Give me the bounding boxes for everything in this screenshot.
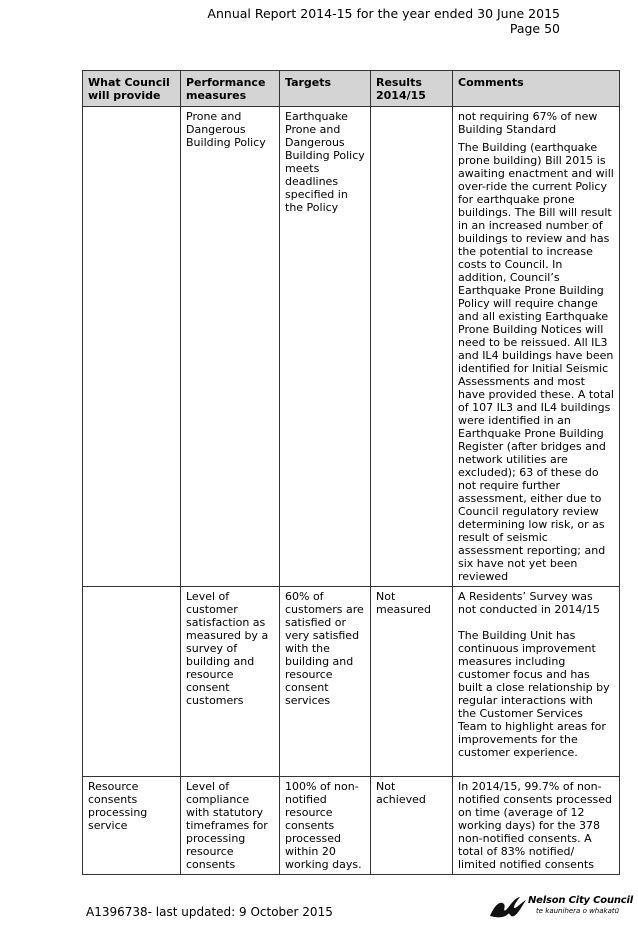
logo-tagline: te kaunihera o whakatū [536,907,620,915]
logo-name: Nelson City Council [528,895,633,906]
cell-result: Not achieved [371,777,453,875]
cell-result: Not measured [371,587,453,777]
column-header-measures: Performance measures [181,71,280,107]
cell-target: 60% of customers are satisfied or very satisfied with the building and resource consent services [280,587,371,777]
cell-measure: Level of customer satisfaction as measured by a survey of building and resource consent customers [181,587,280,777]
table-row [83,777,620,875]
cell-result [371,107,453,587]
cell-comments [453,777,620,875]
comment-paragraph: The Building (earthquake prone building) Bill 2015 is awaiting enactment and will over-ride the current Policy for earthquake prone buildings. The Bill will result in an increased number of buildings to review and has the potential to increase costs to Council. In addition, Council’s Earthquake Prone Building Policy will require change and all existing Earthquake Prone Building Notices will need to be reissued. All IL3 and IL4 buildings have been identified for Initial Seismic Assessments and most have provided these. A total of 107 IL3 and IL4 buildings were identified in an Earthquake Prone Building Register (after bridges and network utilities are excluded); 63 of these do not require further assessment, either due to Council regulatory review determining low risk, or as result of seismic assessment reporting; and six have not yet been reviewed [458,141,614,583]
nelson-city-council-logo-icon [488,894,528,920]
column-header-comments: Comments [453,71,620,107]
document-reference: A1396738- last updated: 9 October 2015 [86,905,333,919]
cell-target: 100% of non-notified resource consents processed within 20 working days. [280,777,371,875]
table-row [83,107,620,587]
cell-measure: Prone and Dangerous Building Policy [181,107,280,587]
cell-provide [83,107,181,587]
comment-paragraph: The Building Unit has continuous improvement measures including customer focus and has built a close relationship by regular interactions with the Customer Services Team to highlight areas for improvements for the customer experience. [458,629,610,759]
column-header-provide: What Council will provide [83,71,181,107]
cell-measure: Level of compliance with statutory timeframes for processing resource consents [181,777,280,875]
cell-provide: Resource consents processing service [83,777,181,875]
cell-target: Earthquake Prone and Dangerous Building Policy meets deadlines specified in the Policy [280,107,371,587]
council-logo [488,894,633,920]
cell-comments [453,107,620,587]
comment-paragraph: not requiring 67% of new Building Standard [458,110,598,136]
report-title: Annual Report 2014-15 for the year ended 30 June 2015 [207,6,560,21]
column-header-targets: Targets [280,71,371,107]
table-header-row [83,71,620,107]
comment-paragraph: A Residents’ Survey was not conducted in 2014/15 [458,590,601,616]
report-header [207,6,560,36]
page-number: Page 50 [509,21,560,36]
table-row [83,587,620,777]
cell-provide [83,587,181,777]
column-header-results: Results 2014/15 [371,71,453,107]
cell-comments [453,587,620,777]
comment-paragraph: In 2014/15, 99.7% of non-notified consents processed on time (average of 12 working days) for the 378 non-notified consents. A total of 83% notified/ limited notified consents [458,780,613,871]
performance-table [82,70,620,875]
